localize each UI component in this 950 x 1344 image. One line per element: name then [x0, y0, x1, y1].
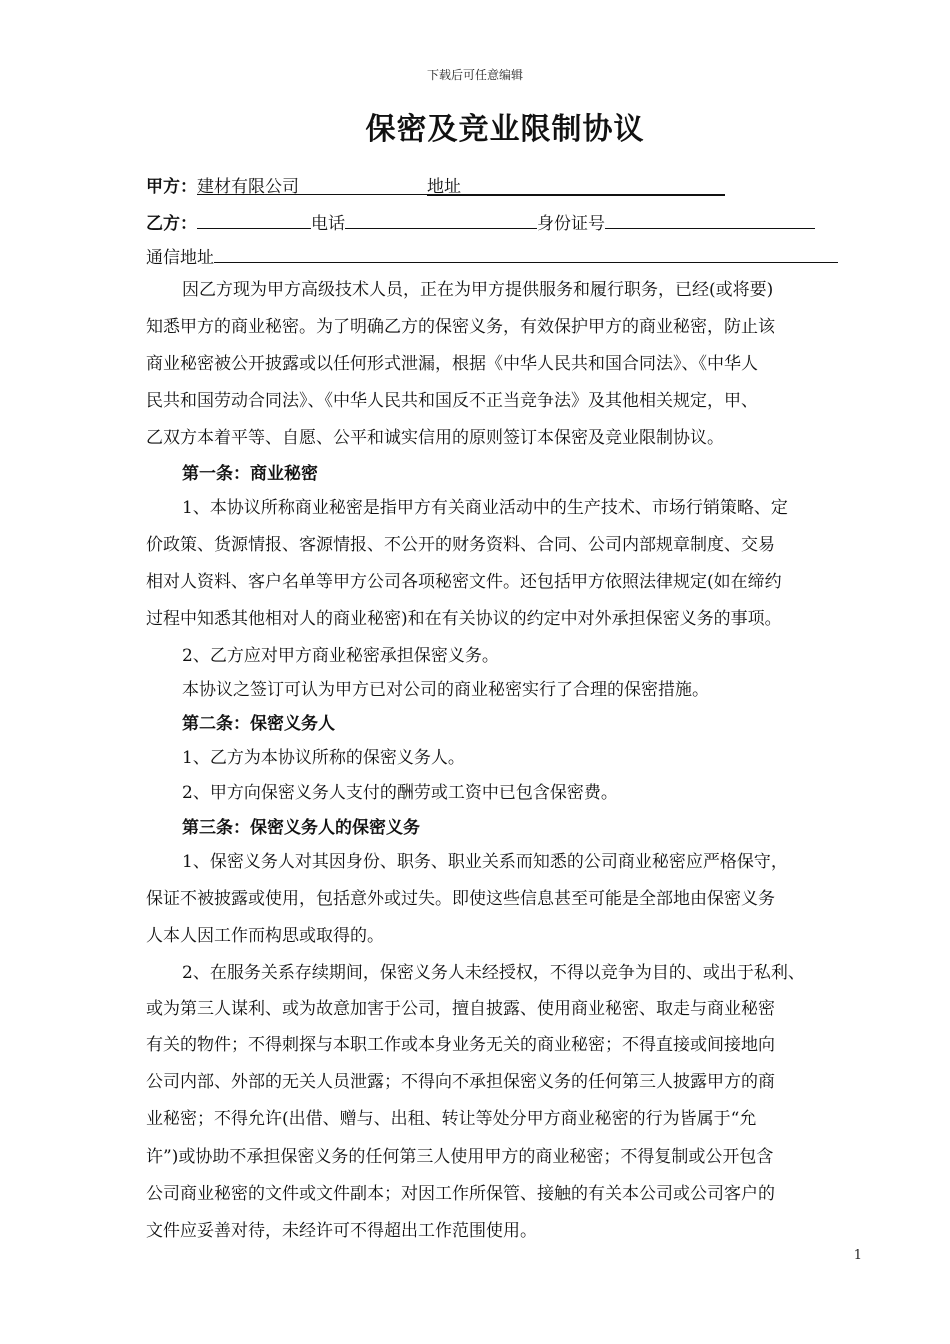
party-a-label: 甲方： [146, 177, 197, 197]
article-3-line: 有关的物件；不得刺探与本职工作或本身业务无关的商业秘密；不得直接或间接地向 [146, 1035, 775, 1055]
party-b-id-label: 身份证号 [537, 214, 605, 234]
preamble-line: 知悉甲方的商业秘密。为了明确乙方的保密义务，有效保护甲方的商业秘密，防止该 [146, 317, 775, 337]
mail-address-blank [214, 244, 838, 263]
article-1-line: 过程中知悉其他相对人的商业秘密)和在有关协议的约定中对外承担保密义务的事项。 [146, 609, 782, 629]
article-3-heading: 第三条：保密义务人的保密义务 [182, 818, 420, 838]
preamble-line: 商业秘密被公开披露或以任何形式泄漏，根据《中华人民共和国合同法》、《中华人 [146, 354, 758, 374]
article-1-line: 1、本协议所称商业秘密是指甲方有关商业活动中的生产技术、市场行销策略、定 [182, 498, 788, 518]
header-note: 下载后可任意编辑 [426, 68, 523, 82]
article-1-heading: 第一条：商业秘密 [182, 464, 318, 484]
article-1-line: 相对人资料、客户名单等甲方公司各项秘密文件。还包括甲方依照法律规定(如在缔约 [146, 572, 782, 592]
party-a-name: 建材有限公司 [197, 177, 299, 197]
party-b-line [146, 210, 815, 235]
party-b-phone-label: 电话 [311, 214, 345, 234]
party-a-address-label: 地址 [427, 177, 461, 197]
party-a-line [146, 176, 725, 198]
mail-address-label: 通信地址 [146, 248, 214, 268]
article-3-line: 人本人因工作而构思或取得的。 [146, 926, 384, 946]
article-3-line: 公司内部、外部的无关人员泄露；不得向不承担保密义务的任何第三人披露甲方的商 [146, 1072, 775, 1092]
article-3-line: 或为第三人谋利、或为故意加害于公司，擅自披露、使用商业秘密、取走与商业秘密 [146, 999, 775, 1019]
party-b-name-blank [197, 210, 311, 229]
preamble-line: 乙双方本着平等、自愿、公平和诚实信用的原则签订本保密及竞业限制协议。 [146, 428, 724, 448]
page-number: 1 [853, 1248, 862, 1263]
article-3-line: 许”)或协助不承担保密义务的任何第三人使用甲方的商业秘密；不得复制或公开包含 [146, 1147, 774, 1167]
article-1-line: 价政策、货源情报、客源情报、不公开的财务资料、合同、公司内部规章制度、交易 [146, 535, 775, 555]
party-a-name-blank [197, 176, 427, 195]
article-2-line: 2、甲方向保密义务人支付的酬劳或工资中已包含保密费。 [182, 783, 618, 803]
article-3-line: 公司商业秘密的文件或文件副本；对因工作所保管、接触的有关本公司或公司客户的 [146, 1184, 775, 1204]
party-b-phone-blank [345, 210, 537, 229]
article-1-line: 2、乙方应对甲方商业秘密承担保密义务。 [182, 646, 499, 666]
article-3-line: 1、保密义务人对其因身份、职务、职业关系而知悉的公司商业秘密应严格保守， [182, 852, 788, 872]
article-1-line: 本协议之签订可认为甲方已对公司的商业秘密实行了合理的保密措施。 [182, 680, 709, 700]
article-3-line: 保证不被披露或使用，包括意外或过失。即使这些信息甚至可能是全部地由保密义务 [146, 889, 775, 909]
party-b-id-blank [605, 210, 815, 229]
article-2-line: 1、乙方为本协议所称的保密义务人。 [182, 748, 465, 768]
preamble-line: 民共和国劳动合同法》、《中华人民共和国反不正当竞争法》及其他相关规定，甲、 [146, 391, 758, 411]
article-3-line: 2、在服务关系存续期间，保密义务人未经授权，不得以竞争为目的、或出于私利、 [182, 963, 805, 983]
party-b-label: 乙方： [146, 214, 197, 234]
article-3-line: 文件应妥善对待，未经许可不得超出工作范围使用。 [146, 1221, 537, 1241]
preamble-line: 因乙方现为甲方高级技术人员，正在为甲方提供服务和履行职务，已经(或将要) [182, 280, 774, 300]
document-title: 保密及竞业限制协议 [365, 112, 645, 147]
article-2-heading: 第二条：保密义务人 [182, 714, 335, 734]
party-a-address-blank [427, 176, 725, 196]
article-3-line: 业秘密；不得允许(出借、赠与、出租、转让等处分甲方商业秘密的行为皆属于“允 [146, 1109, 757, 1129]
mail-address-line [146, 244, 838, 269]
